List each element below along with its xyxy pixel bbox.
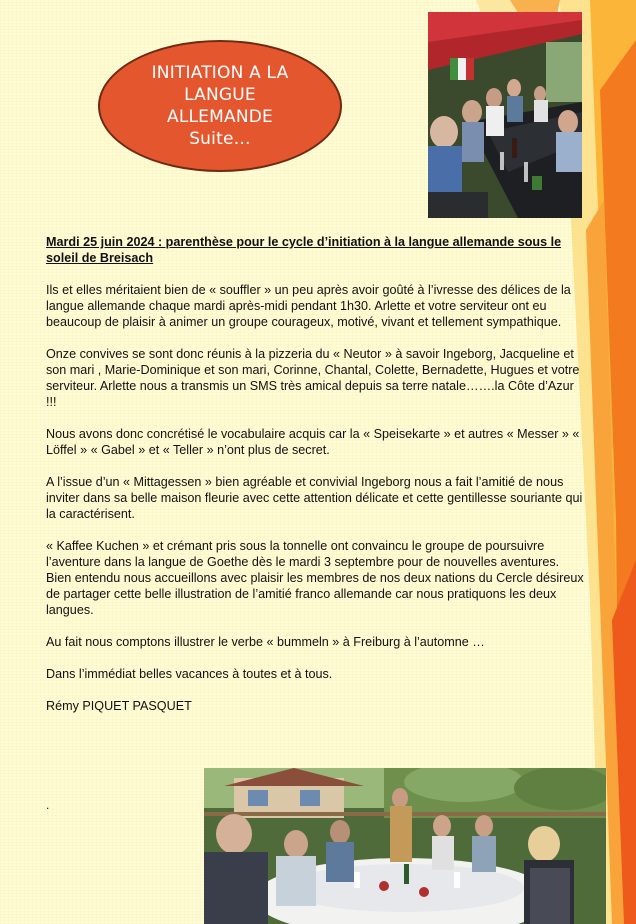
paragraph: Ils et elles méritaient bien de « souffler » un peu après avoir goûté à l’ivresse des délices de la langue allemande chaque mardi après-midi pendant 1h30. Arlette et votre serviteur ont eu beaucoup de plaisir à animer un groupe courageux, motivé, vivant et tellement sympathique. xyxy=(46,283,571,329)
paragraph: Au fait nous comptons illustrer le verbe « bummeln » à Freiburg à l’automne … xyxy=(46,635,485,649)
title-line-2: LANGUE xyxy=(184,85,256,105)
paragraph: Nous avons donc concrétisé le vocabulaire acquis car la « Speisekarte » et autres « Messer » « Löffel » « Gabel » et « Teller » n’ont plus de secret. xyxy=(46,427,580,457)
title-line-1: INITIATION A LA xyxy=(151,63,289,83)
title-line-4: Suite… xyxy=(189,129,251,149)
title-badge xyxy=(98,40,342,172)
paragraph: A l’issue d’un « Mittagessen » bien agréable et convivial Ingeborg nous a fait l’amitié de nous inviter dans sa belle maison fleurie avec cette attention délicate et cette gentillesse souriante qui la caractérisent. xyxy=(46,475,583,521)
article-body xyxy=(46,234,586,730)
title-line-3: ALLEMANDE xyxy=(167,107,273,127)
paragraph: « Kaffee Kuchen » et crémant pris sous la tonnelle ont convaincu le groupe de poursuivre l’aventure dans la langue de Goethe dès le mardi 3 septembre pour de nouvelles aventures. Bien entendu nous accueillons avec plaisir les membres de nos deux nations du Cercle désireux de partager cette belle illustration de l’amitié franco allemande car nous pratiquons les deux langues. xyxy=(46,539,584,617)
article-heading: Mardi 25 juin 2024 : parenthèse pour le cycle d’initiation à la langue allemande sous le soleil de Breisach xyxy=(46,235,562,265)
signature: Rémy PIQUET PASQUET xyxy=(46,699,192,713)
trailing-mark: . xyxy=(46,798,50,812)
paragraph: Dans l’immédiat belles vacances à toutes et à tous. xyxy=(46,667,333,681)
restaurant-terrace-photo xyxy=(428,12,582,218)
paragraph: Onze convives se sont donc réunis à la pizzeria du « Neutor » à savoir Ingeborg, Jacqueline et son mari , Marie-Dominique et son mari, Corinne, Chantal, Colette, Bernadette, Hugues et votre serviteur. Arlette nous a transmis un SMS très amical depuis sa terre natale…….la Côte d’Azur !!! xyxy=(46,347,580,409)
garden-gathering-photo xyxy=(204,768,606,924)
